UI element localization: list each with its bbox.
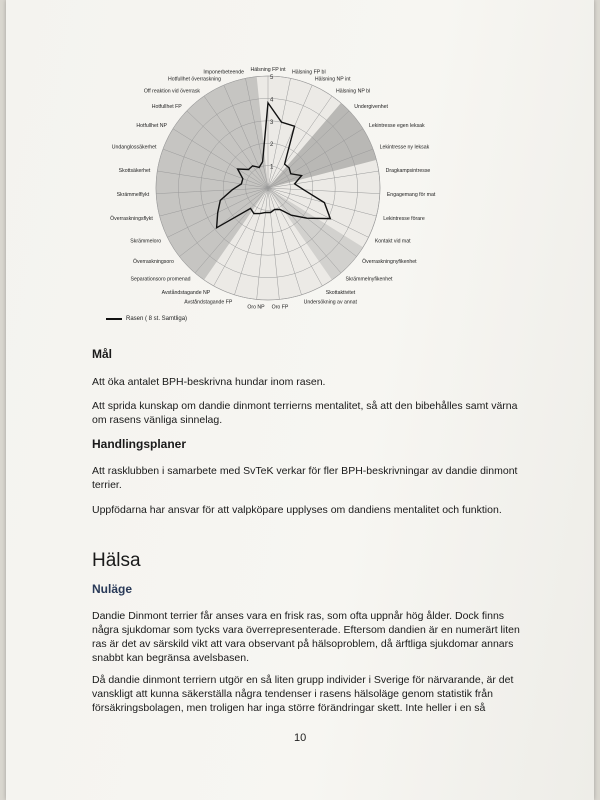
radar-axis-label: Hotfullhet överraskning bbox=[168, 76, 222, 83]
nulage-paragraph-2: Då dandie dinmont terriern utgör en så liten grupp individer i Sverige för närvarande, är det vanskligt att kunna säkerställa några tendenser i rasens hälsoläge genom statistik från försäkringsbolagen, men troligen har inga större förändringar skett. Inte heller i en så bbox=[92, 674, 514, 714]
radar-axis-label: Imponerbeteende bbox=[203, 69, 245, 76]
radar-axis-label: Oro FP bbox=[271, 304, 289, 311]
nulage-paragraph-1: Dandie Dinmont terrier får anses vara en frisk ras, som ofta uppnår hög ålder. Dock finns några sjukdomar som tycks vara överrepresenterade. Eftersom dandien är en numerärt liten ras är det av särskild vikt att vara observant på hälsoproblem, då ärftliga sjukdomar annars snabbt kan begränsa avelsbasen. bbox=[92, 610, 520, 664]
radar-axis-label: Skottaktivitet bbox=[325, 290, 356, 297]
radar-axis-label: Avståndstagande NP bbox=[161, 290, 211, 297]
chart-legend bbox=[106, 316, 187, 322]
radar-axis-label: Hälsning FP int bbox=[250, 67, 286, 73]
radar-tick-label: 3 bbox=[270, 119, 274, 126]
radar-axis-label: Avståndstagande FP bbox=[184, 299, 233, 306]
radar-chart bbox=[88, 58, 488, 348]
radar-axis-label: Lekintresse förare bbox=[383, 215, 425, 222]
radar-axis-label: Off reaktion vid överrask bbox=[143, 88, 201, 95]
radar-tick-label: 5 bbox=[270, 75, 274, 81]
radar-axis-label: Undanglossäkerhet bbox=[111, 144, 157, 151]
radar-axis-label: Hotfullhet NP bbox=[136, 123, 168, 130]
radar-axis-label: Skottsäkerhet bbox=[118, 167, 151, 174]
radar-axis-label: Dragkampsintresse bbox=[385, 167, 431, 174]
radar-axis-label: Överraskningsflykt bbox=[110, 215, 153, 222]
radar-tick-label: 4 bbox=[270, 97, 274, 104]
radar-axis-label: Överraskningsoro bbox=[132, 258, 174, 265]
radar-svg bbox=[88, 58, 488, 328]
radar-axis-label: Kontakt vid mat bbox=[374, 238, 411, 245]
radar-axis-label: Hälsning FP bl bbox=[291, 69, 326, 76]
radar-axis-label: Skrämmelflykt bbox=[116, 192, 150, 199]
radar-axis-label: Hälsning NP int bbox=[314, 76, 351, 83]
mal-heading: Mål bbox=[92, 347, 113, 361]
radar-axis-label: Undersökning av annat bbox=[303, 299, 357, 306]
radar-axis-label: Undergivenhet bbox=[354, 104, 389, 111]
radar-axis-label: Oro NP bbox=[247, 304, 265, 311]
mal-paragraph-1: Att öka antalet BPH-beskrivna hundar inom rasen. bbox=[92, 376, 326, 388]
radar-axis-label: Hälsning NP bl bbox=[335, 88, 371, 95]
radar-tick-label: 2 bbox=[270, 142, 274, 149]
halsa-heading: Hälsa bbox=[92, 550, 141, 571]
radar-axis-label: Separationsoro promenad bbox=[130, 276, 191, 283]
radar-axis-label: Skrämmelnyfikenhet bbox=[345, 276, 393, 283]
radar-axis-label: Hotfullhet FP bbox=[151, 104, 182, 111]
handlingsplaner-heading: Handlingsplaner bbox=[92, 437, 187, 451]
page-number: 10 bbox=[294, 732, 307, 744]
radar-axis-label: Lekintresse egen leksak bbox=[368, 123, 425, 130]
mal-paragraph-2: Att sprida kunskap om dandie dinmont terrierns mentalitet, så att den bibehålles samt värna om rasens vänliga sinnelag. bbox=[92, 400, 518, 426]
document-page bbox=[6, 0, 594, 800]
radar-axis-label: Lekintresse ny leksak bbox=[379, 144, 430, 151]
nulage-heading: Nuläge bbox=[92, 582, 133, 596]
radar-tick-label: 1 bbox=[270, 164, 274, 171]
legend-label: Rasen ( 8 st. Samtliga) bbox=[126, 316, 188, 322]
legend-line-swatch bbox=[106, 318, 122, 320]
radar-axis-label: Överraskningnyfikenhet bbox=[362, 258, 417, 265]
handlingsplaner-paragraph-2: Uppfödarna har ansvar för att valpköpare upplyses om dandiens mentalitet och funktion. bbox=[92, 504, 502, 516]
radar-axis-label: Skrämmeloro bbox=[130, 238, 162, 245]
handlingsplaner-paragraph-1: Att rasklubben i samarbete med SvTeK verkar för fler BPH-beskrivningar av dandie dinmont terrier. bbox=[92, 465, 518, 491]
radar-axis-label: Engagemang för mat bbox=[386, 192, 436, 199]
